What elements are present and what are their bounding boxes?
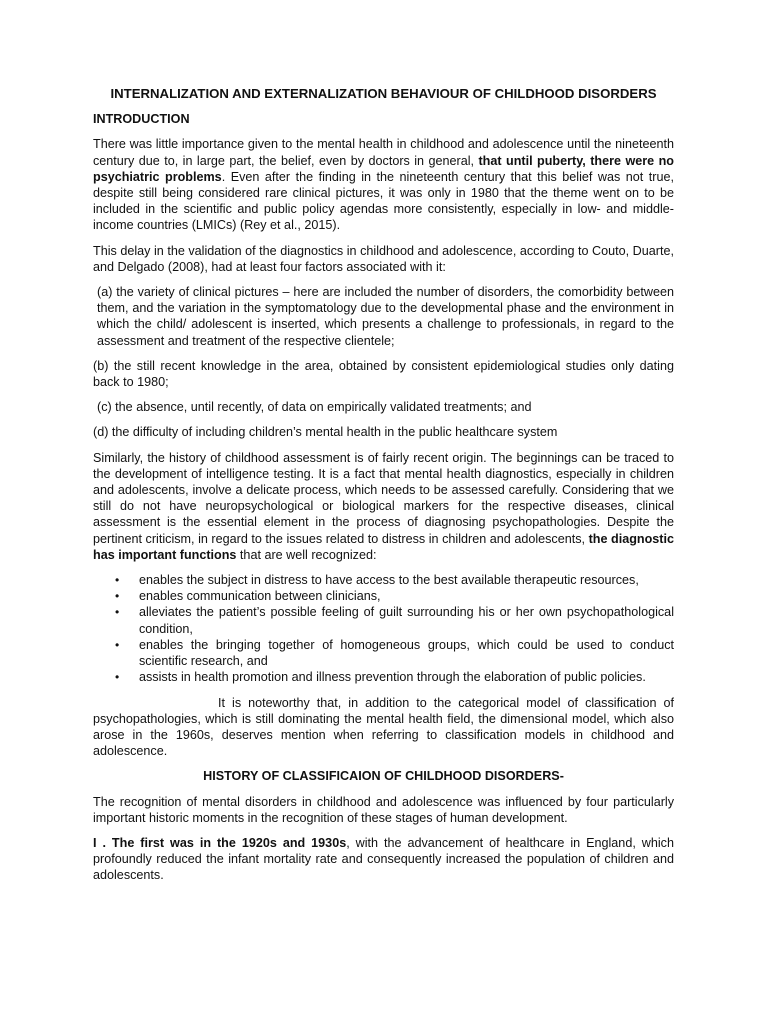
list-item	[93, 588, 674, 604]
bullet-icon: •	[115, 573, 120, 588]
list-item-text: enables the bringing together of homogeneous groups, which could be used to conduct scientific research, and	[139, 637, 674, 669]
document-page	[93, 86, 674, 893]
list-item-text: enables the subject in distress to have access to the best available therapeutic resources,	[139, 573, 639, 588]
assessment-paragraph-bold: the diagnostic has important functions	[93, 531, 674, 562]
history-heading: HISTORY OF CLASSIFICAION OF CHILDHOOD DISORDERS-	[203, 769, 564, 784]
assessment-paragraph	[93, 450, 674, 563]
factor-d-paragraph: (d) the difficulty of including children’s mental health in the public healthcare system	[93, 425, 558, 440]
intro-paragraph-2: This delay in the validation of the diagnostics in childhood and adolescence, according to Couto, Duarte, and Delgado (2008), had at least four factors associated with it:	[93, 243, 674, 274]
introduction-heading: INTRODUCTION	[93, 112, 190, 127]
list-item	[93, 604, 674, 636]
classification-models-paragraph: It is noteworthy that, in addition to the categorical model of classification of psychopathologies, which is still dominating the mental health field, the dimensional model, which also arose in the 1960s, deserves mention when referring to classification models in childhood and adolescence.	[93, 695, 674, 759]
factor-b-paragraph: (b) the still recent knowledge in the area, obtained by consistent epidemiological studies only dating back to 1980;	[93, 358, 674, 390]
document-title: INTERNALIZATION AND EXTERNALIZATION BEHAVIOUR OF CHILDHOOD DISORDERS	[110, 86, 657, 101]
bullet-icon: •	[115, 670, 120, 685]
list-item	[93, 637, 674, 669]
intro-paragraph-1-text-b: . Even after the finding in the nineteenth century that this belief was not true, despite still being considered rare clinical pictures, it was only in 1980 that the theme went on to be included in the scientific and public policy agendas more consistently, especially in low- and middle-income countries (LMICs) (Rey et al., 2015).	[93, 169, 674, 233]
intro-paragraph-1-text-a: There was little importance given to the mental health in childhood and adolescence until the nineteenth century due to, in large part, the belief, even by doctors in general,	[93, 137, 674, 168]
factor-c-paragraph: (c) the absence, until recently, of data on empirically validated treatments; and	[97, 400, 532, 415]
factor-a-paragraph: (a) the variety of clinical pictures – here are included the number of disorders, the comorbidity between them, and the variation in the symptomatology due to the developmental phase and the environment in which the child/ adolescent is inserted, which presents a challenge to professionals, in regard to the assessment and treatment of the respective clientele;	[97, 285, 674, 348]
list-item-text: alleviates the patient’s possible feeling of guilt surrounding his or her own psychopathological condition,	[139, 605, 674, 636]
list-item-text: assists in health promotion and illness prevention through the elaboration of public policies.	[139, 670, 646, 685]
list-item-text: enables communication between clinicians,	[139, 589, 381, 604]
assessment-paragraph-text-b: that are well recognized:	[236, 547, 377, 562]
list-item	[93, 669, 674, 685]
bullet-icon: •	[115, 637, 120, 652]
history-paragraph-2	[93, 835, 674, 884]
intro-paragraph-1-bold: that until puberty, there were no psychiatric problems	[93, 153, 674, 184]
history-paragraph-2-text: , with the advancement of healthcare in England, which profoundly reduced the infant mortality rate and consequently increased the population of children and adolescents.	[93, 835, 674, 883]
assessment-paragraph-text-a: Similarly, the history of childhood assessment is of fairly recent origin. The beginnings can be traced to the development of intelligence testing. It is a fact that mental health diagnostics, especially in children and adolescents, involve a delicate process, which needs to be assessed carefully. Considering that we still do not have neuropsychological or biological markers for the respective diseases, clinical assessment is the essential element in the process of diagnosing psychopathologies. Despite the pertinent criticism, in regard to the issues related to distress in children and adolescents,	[93, 450, 674, 546]
intro-paragraph-1	[93, 136, 674, 233]
list-item	[93, 572, 674, 588]
diagnostic-functions-list	[93, 572, 674, 685]
history-paragraph-2-bold: I . The first was in the 1920s and 1930s	[93, 835, 347, 850]
bullet-icon: •	[115, 589, 120, 604]
history-paragraph-1: The recognition of mental disorders in childhood and adolescence was influenced by four particularly important historic moments in the recognition of these stages of human development.	[93, 794, 674, 825]
bullet-icon: •	[115, 605, 120, 620]
